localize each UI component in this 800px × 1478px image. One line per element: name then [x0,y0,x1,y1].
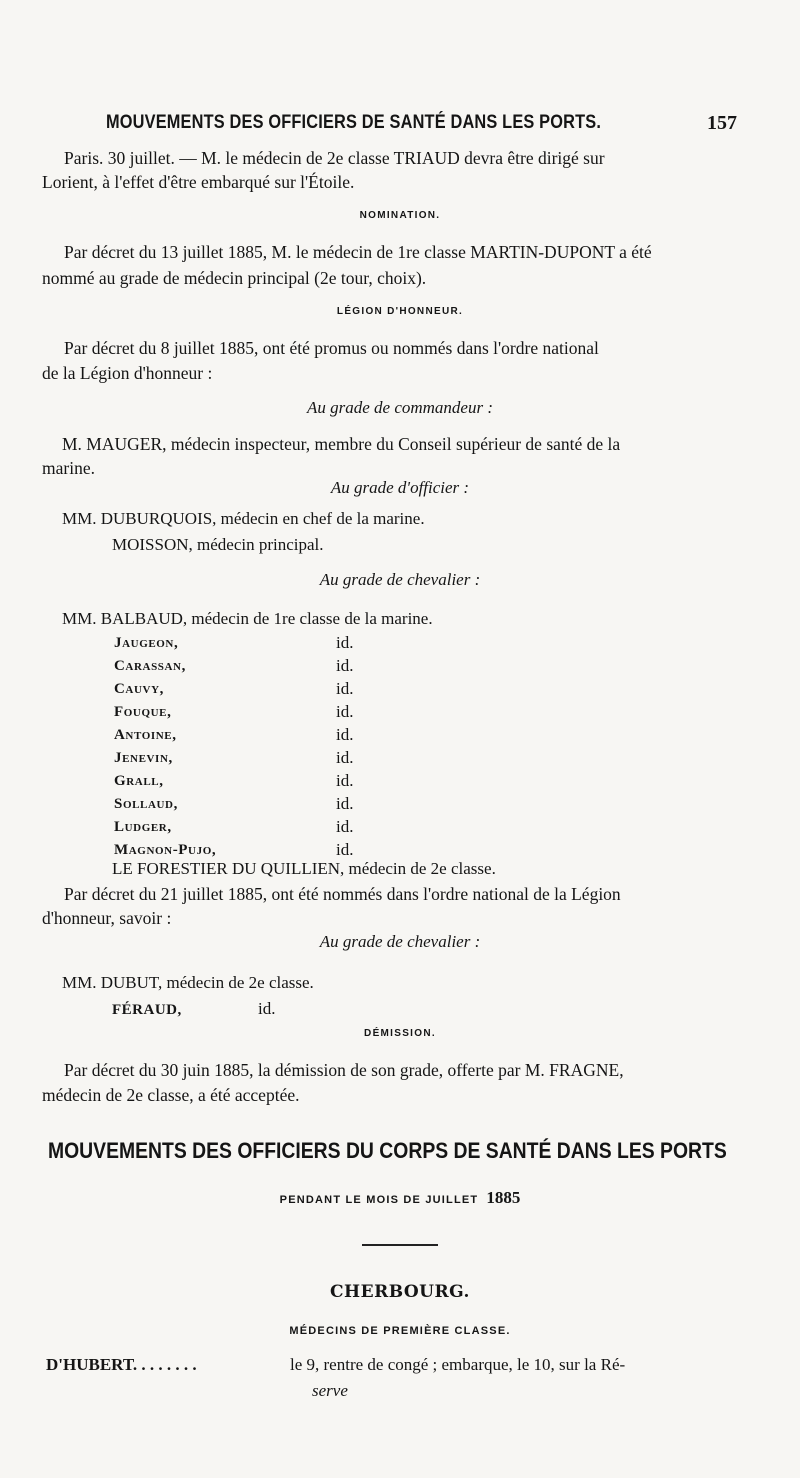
chevalier-name: Antoine, [114,727,177,743]
commandeur-line-1: M. MAUGER, médecin inspecteur, membre du Conseil supérieur de santé de la [62,434,621,454]
running-header: MOUVEMENTS DES OFFICIERS DE SANTÉ DANS LES PORTS. [106,112,602,133]
section-title: MOUVEMENTS DES OFFICIERS DU CORPS DE SANTÉ DANS LES PORTS [48,1138,727,1163]
chevalier-name: Jaugeon, [114,635,179,651]
feraud-note: id. [258,999,276,1018]
subtitle-year: 1885 [486,1188,521,1207]
paris-line-2: Lorient, à l'effet d'être embarqué sur l'Étoile. [42,172,355,192]
chevalier-heading-2: Au grade de chevalier : [319,932,481,951]
chevalier-name: Fouque, [114,704,172,720]
decret2-line-2: d'honneur, savoir : [42,908,172,928]
entry-continuation: serve [312,1381,348,1400]
legion-intro-2: de la Légion d'honneur : [42,363,213,383]
demission-line-2: médecin de 2e classe, a été acceptée. [42,1085,300,1105]
chevalier-note: id. [336,817,354,836]
chevalier-name: Sollaud, [114,796,178,812]
chevalier-note: id. [336,633,354,652]
chevalier-last: LE FORESTIER DU QUILLIEN, médecin de 2e classe. [112,859,496,878]
chevalier-note: id. [336,656,354,675]
section-divider [362,1244,438,1246]
chevalier-name: Grall, [114,773,164,789]
class-heading: MÉDECINS DE PREMIÈRE CLASSE. [289,1325,511,1337]
chevalier-note: id. [336,840,354,859]
chevalier-name: Carassan, [114,658,186,674]
chevalier2-line-1: MM. DUBUT, médecin de 2e classe. [62,973,314,992]
subtitle-text: PENDANT LE MOIS DE JUILLET [279,1194,479,1206]
nomination-line-2: nommé au grade de médecin principal (2e tour, choix). [42,268,427,288]
nomination-heading: NOMINATION. [359,210,441,221]
nomination-line-1: Par décret du 13 juillet 1885, M. le médecin de 1re classe MARTIN-DUPONT a été [64,242,652,262]
section-subtitle [0,1188,800,1208]
demission-heading: DÉMISSION. [364,1028,436,1039]
chevalier-note: id. [336,679,354,698]
chevalier-note: id. [336,748,354,767]
chevalier-first: MM. BALBAUD, médecin de 1re classe de la marine. [62,609,433,628]
chevalier-name: Cauvy, [114,681,164,697]
officier-heading: Au grade d'officier : [330,478,470,497]
chevalier-note: id. [336,771,354,790]
chevalier-name: Jenevin, [114,750,173,766]
chevalier2-line-2 [112,998,276,1021]
officier-line-2: MOISSON, médecin principal. [112,535,324,554]
entry-name [46,1354,197,1376]
commandeur-heading: Au grade de commandeur : [306,398,493,417]
officier-line-1: MM. DUBURQUOIS, médecin en chef de la marine. [62,509,425,528]
chevalier-heading: Au grade de chevalier : [319,570,481,589]
legion-heading: LÉGION D'HONNEUR. [336,306,464,317]
chevalier-note: id. [336,794,354,813]
chevalier-name: Magnon-Pujo, [114,842,217,858]
chevalier-note: id. [336,725,354,744]
commandeur-line-2: marine. [42,458,95,478]
entry-text: le 9, rentre de congé ; embarque, le 10, sur la Ré- [290,1355,626,1374]
demission-line-1: Par décret du 30 juin 1885, la démission de son grade, offerte par M. FRAGNE, [64,1060,624,1080]
paris-line-1: Paris. 30 juillet. — M. le médecin de 2e classe TRIAUD devra être dirigé sur [64,148,605,168]
chevalier-note: id. [336,702,354,721]
legion-intro-1: Par décret du 8 juillet 1885, ont été promus ou nommés dans l'ordre national [64,338,599,358]
feraud-name: FÉRAUD, [112,1002,182,1018]
entry-name-text: D'HUBERT. . . . . . . . [46,1355,197,1374]
city-heading: CHERBOURG. [330,1282,470,1302]
chevalier-name: Ludger, [114,819,172,835]
decret2-line-1: Par décret du 21 juillet 1885, ont été nommés dans l'ordre national de la Légion [64,884,621,904]
page-number: 157 [707,112,737,134]
